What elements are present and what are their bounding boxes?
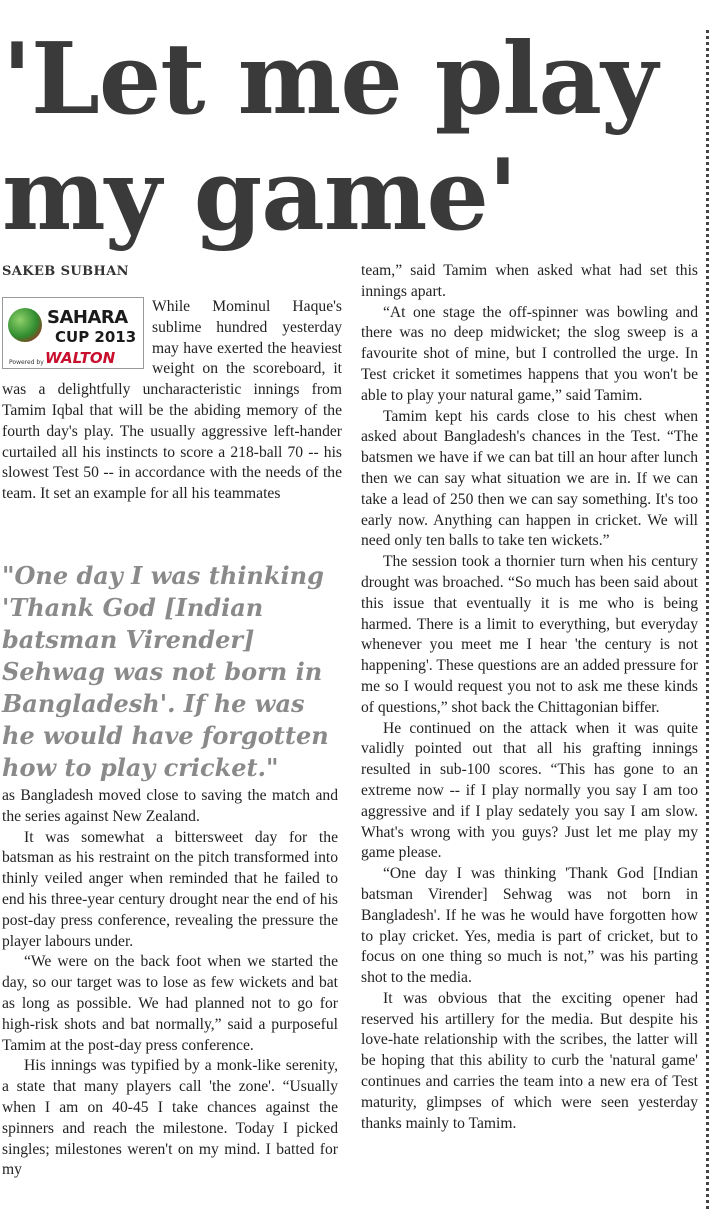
logo-powered-by: Powered by	[9, 359, 44, 366]
paragraph: The session took a thornier turn when his century drought was broached. “So much has been said about this issue that eventually it is me who is being harmed. There is a limit to everything, but everyday whenever you meet me I hear 'the century is not happening'. These questions are an added pressure for me so I would request you not to ask me these kinds of questions,” shot back the Chittagonian biffer.	[361, 553, 698, 716]
byline: SAKEB SUBHAN	[2, 264, 129, 279]
pull-quote: "One day I was thinking 'Thank God [Indian batsman Virender] Sehwag was not born in Bangladesh'. If he was he would have forgotten how to play cricket."	[2, 561, 329, 782]
logo-sponsor: WALTON	[45, 349, 116, 367]
paragraph: While Mominul Haque's sublime hundred yesterday may have exerted the heaviest weight on the scoreboard, it was a delightfully uncharacteristic innings from Tamim Iqbal that will be the abiding memory of the fourth day's play. The usually aggressive left-hander curtailed all his instincts to score a 218-ball 70 -- his slowest Test 50 -- in accordance with the needs of the team. It set an example for all his teammates	[2, 298, 342, 503]
logo-line1: SAHARA	[47, 307, 128, 328]
paragraph: His innings was typified by a monk-like serenity, a state that many players call 'the zone'. “Usually when I am on 40-45 I take chances against the spinners and reach the milestone. Today I picked singles; milestones weren't on my mind. I batted for my	[2, 1057, 338, 1179]
paragraph: It was obvious that the exciting opener had reserved his artillery for the media. But despite his love-hate relationship with the scribes, the latter will be hoping that this ability to curb the 'natural game' continues and carries the team into a new era of Test maturity, glimpses of which were seen yesterday thanks mainly to Tamim.	[361, 989, 698, 1132]
paragraph: He continued on the attack when it was quite validly pointed out that all his grafting innings resulted in sub-100 scores. “This has gone to an extreme now -- if I play normally you say I am too aggressive and if I play sedately you say I am slow. What's wrong with you guys? Just let me play my game please.	[361, 719, 698, 862]
paragraph: as Bangladesh moved close to saving the match and the series against New Zealand.	[2, 787, 338, 825]
paragraph: “We were on the back foot when we started the day, so our target was to lose as few wickets and bat as long as possible. We had planned not to go for high-risk shots and bat normally,” said a purposeful Tamim at the post-day press conference.	[2, 953, 338, 1054]
article-column-left-bottom	[2, 786, 338, 1181]
headline: 'Let me play my game'	[2, 22, 658, 253]
paragraph: team,” said Tamim when asked what had set this innings apart.	[361, 262, 698, 300]
article-column-left-top	[2, 297, 342, 505]
sahara-cup-logo	[2, 297, 144, 369]
paragraph: Tamim kept his cards close to his chest when asked about Bangladesh's chances in the Test. “The batsmen we have if we can bat till an hour after lunch then we can say what situation we are in. If we can take a lead of 250 then we can say something. It's too early now. Anything can happen in cricket. We will need only ten balls to take ten wickets.”	[361, 407, 698, 550]
paragraph: “At one stage the off-spinner was bowling and there was no deep midwicket; the slog sweep is a favourite shot of mine, but I controlled the urge. In Test cricket it sometimes happens that you won't be able to play your natural game,” said Tamim.	[361, 303, 698, 404]
paragraph: It was somewhat a bittersweet day for the batsman as his restraint on the pitch transformed into thinly veiled anger when reminded that he failed to end his three-year century drought near the end of his post-day press conference, revealing the pressure the player labours under.	[2, 828, 338, 950]
logo-line2: CUP 2013	[55, 328, 137, 346]
article-column-right	[361, 261, 698, 1134]
column-divider	[706, 30, 709, 1209]
paragraph: “One day I was thinking 'Thank God [Indian batsman Virender] Sehwag was not born in Bangladesh'. If he was he would have forgotten how to play cricket. Yes, media is part of cricket, but to focus on one thing so much is not,” was his parting shot to the media.	[361, 865, 698, 987]
cricket-ball-icon	[8, 308, 42, 342]
